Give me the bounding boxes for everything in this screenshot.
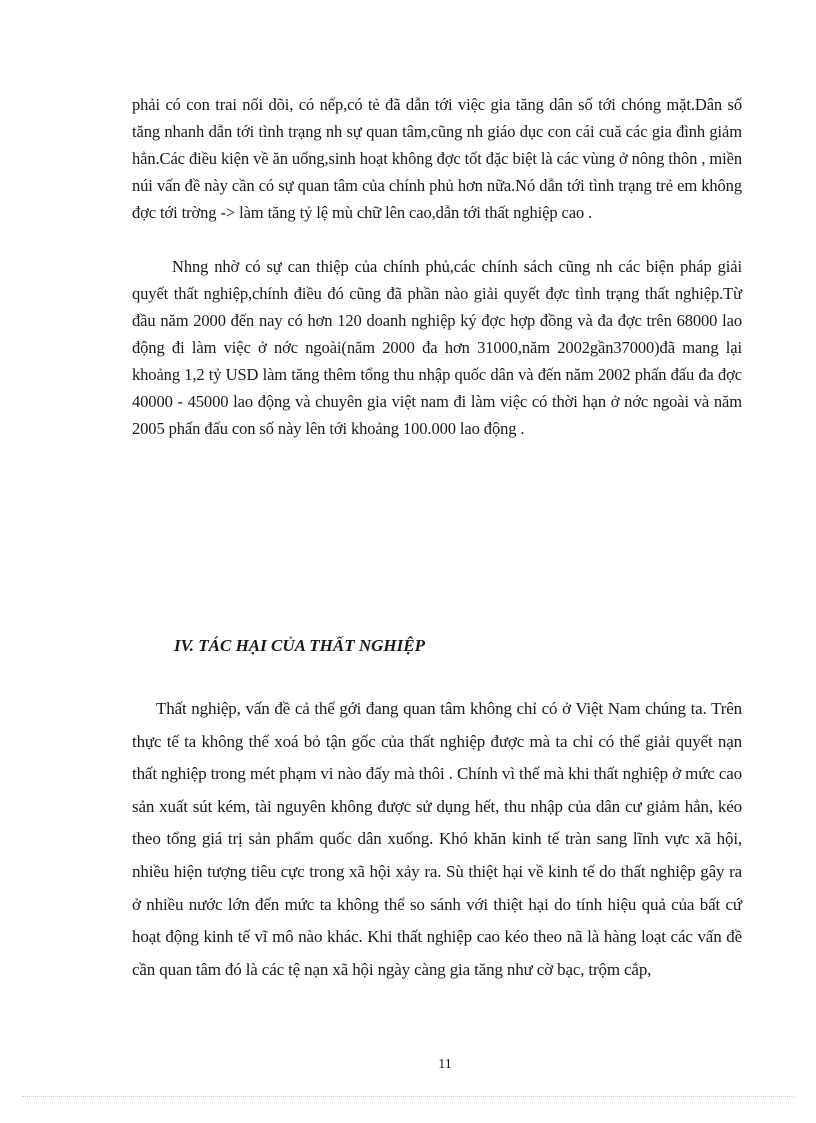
page-number: 11 xyxy=(438,1057,452,1072)
section-heading: IV. TÁC HẠI CỦA THẤT NGHIỆP xyxy=(174,636,425,655)
body-paragraph-1: phải có con trai nối dõi, có nếp,có tẻ đã dẫn tới việc gia tăng dân số tới chóng mặt.Dân số tăng nhanh dẫn tới tình trạng nh sự quan tâm,cũng nh giáo dục con cái cuă các gia đình giảm hẳn.Các điều kiện về ăn uống,sinh hoạt không đợc tốt đặc biệt là các vùng ở nông thôn , miền núi vấn đề này cần có sự quan tâm của chính phủ hơn nữa.Nó dẫn tới tình trạng trẻ em không đợc tới trờng -> làm tăng tỷ lệ mù chữ lên cao,dẫn tới thất nghiệp cao . xyxy=(132,95,742,222)
body-paragraph-2: Nhng nhờ có sự can thiệp của chính phủ,các chính sách cũng nh các biện pháp giải quyết thất nghiệp,chính điều đó cũng đã phần nào giải quyết đợc tình trạng thất nghiệp.Từ đầu năm 2000 đến nay có hơn 120 doanh nghiệp ký đợc hợp đồng và đa đợc trên 68000 lao động đi làm việc ở nớc ngoài(năm 2000 đa hơn 31000,năm 2002gần37000)đã mang lại khoảng 1,2 tỷ USD làm tăng thêm tổng thu nhập quốc dân và đến năm 2002 phấn đấu đa đợc 40000 - 45000 lao động và chuyên gia việt nam đi làm việc có thời hạn ở nớc ngoài và năm 2005 phấn đấu con số này lên tới khoảng 100.000 lao động . xyxy=(132,257,742,438)
body-paragraph-3: Thất nghiệp, vấn đề cả thế gới đang quan tâm không chỉ có ở Việt Nam chúng ta. Trên thực tế ta không thể xoá bỏ tận gốc của thất nghiệp được mà ta chỉ có thể giải quyết nạn thất nghiệp trong mét phạm vi nào đấy mà thôi . Chính vì thế mà khi thất nghiệp ở mức cao sản xuất sút kém, tài nguyên không được sử dụng hết, thu nhập của dân cư giảm hẳn, kéo theo tổng giá trị sản phẩm quốc dân xuống. Khó khăn kinh tế tràn sang lĩnh vực xã hội, nhiều hiện tượng tiêu cực trong xã hội xảy ra. Sù thiệt hại về kinh tế do thất nghiệp gây ra ở nhiều nước lớn đến mức ta không thể so sánh với thiệt hại do tính hiệu quả của bất cứ hoạt động kinh tế vĩ mô nào khác. Khi thất nghiệp cao kéo theo nã là hàng loạt các vấn đề cần quan tâm đó là các tệ nạn xã hội ngày càng gia tăng như cờ bạc, trộm cắp, xyxy=(132,699,742,979)
page-bottom-divider xyxy=(22,1096,794,1097)
